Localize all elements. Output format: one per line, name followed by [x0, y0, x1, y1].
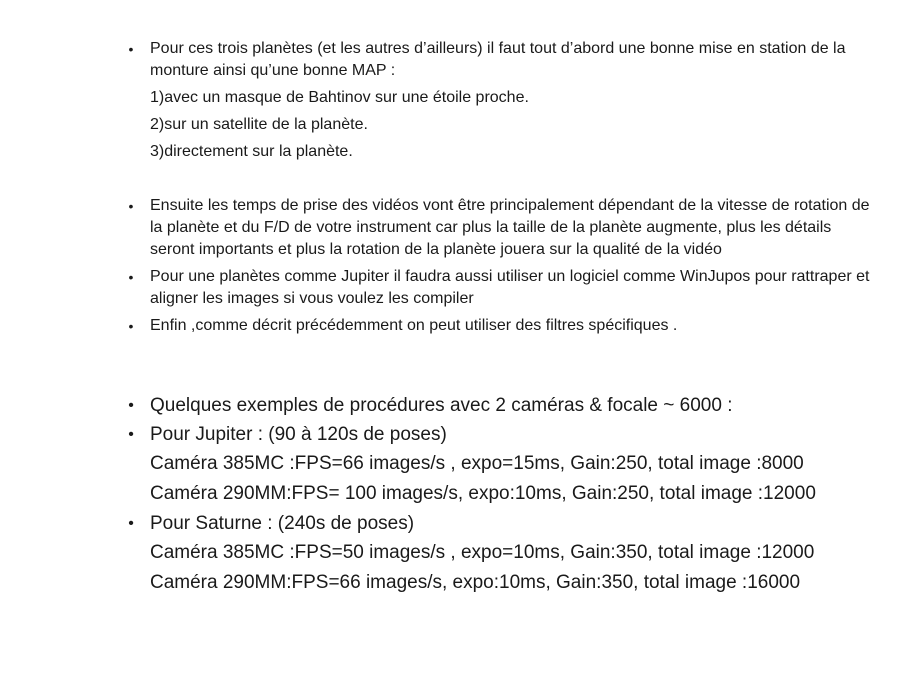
- bullet-icon: •: [128, 515, 134, 532]
- bullet-text: Enfin ,comme décrit précédemment on peut utiliser des filtres spécifiques .: [150, 317, 678, 334]
- bullet-icon: •: [128, 318, 134, 334]
- bullet-text: Pour ces trois planètes (et les autres d’ailleurs) il faut tout d’abord une bonne mise en station de la monture ainsi qu’une bonne MAP :: [150, 40, 846, 79]
- section-map-setup: [126, 38, 871, 168]
- bullet-item-saturne: [126, 512, 871, 536]
- bullet-icon: •: [128, 426, 134, 443]
- section-video-timing: [126, 195, 871, 342]
- sub-item: 3)directement sur la planète.: [150, 143, 353, 160]
- bullet-item-jupiter: [126, 423, 871, 447]
- bullet-item: [126, 195, 871, 261]
- bullet-icon: •: [128, 41, 134, 57]
- sub-item: 2)sur un satellite de la planète.: [150, 116, 368, 133]
- bullet-text: Quelques exemples de procédures avec 2 caméras & focale ~ 6000 :: [150, 395, 733, 416]
- bullet-item: [126, 38, 871, 82]
- bullet-icon: •: [128, 397, 134, 414]
- bullet-item: [126, 315, 871, 337]
- camera-spec: Caméra 290MM:FPS=66 images/s, expo:10ms, Gain:350, total image :16000: [150, 572, 801, 593]
- camera-spec: Caméra 385MC :FPS=50 images/s , expo=10ms, Gain:350, total image :12000: [150, 542, 815, 563]
- bullet-icon: •: [128, 198, 134, 214]
- bullet-item: [126, 394, 871, 418]
- bullet-icon: •: [128, 269, 134, 285]
- bullet-text: Pour une planètes comme Jupiter il faudra aussi utiliser un logiciel comme WinJupos pour rattraper et aligner les images si vous voulez les compiler: [150, 268, 870, 307]
- camera-spec: Caméra 385MC :FPS=66 images/s , expo=15ms, Gain:250, total image :8000: [150, 453, 804, 474]
- section-procedures: [126, 394, 871, 601]
- sub-item: 1)avec un masque de Bahtinov sur une étoile proche.: [150, 89, 529, 106]
- bullet-text: Pour Saturne : (240s de poses): [150, 513, 415, 534]
- bullet-text: Ensuite les temps de prise des vidéos vont être principalement dépendant de la vitesse de rotation de la planète et du F/D de votre instrument car plus la taille de la planète augmente, plus les détails seront importants et plus la rotation de la planète jouera sur la qualité de la vidéo: [150, 197, 870, 258]
- bullet-text: Pour Jupiter : (90 à 120s de poses): [150, 424, 447, 445]
- camera-spec: Caméra 290MM:FPS= 100 images/s, expo:10ms, Gain:250, total image :12000: [150, 483, 816, 504]
- bullet-item: [126, 266, 871, 310]
